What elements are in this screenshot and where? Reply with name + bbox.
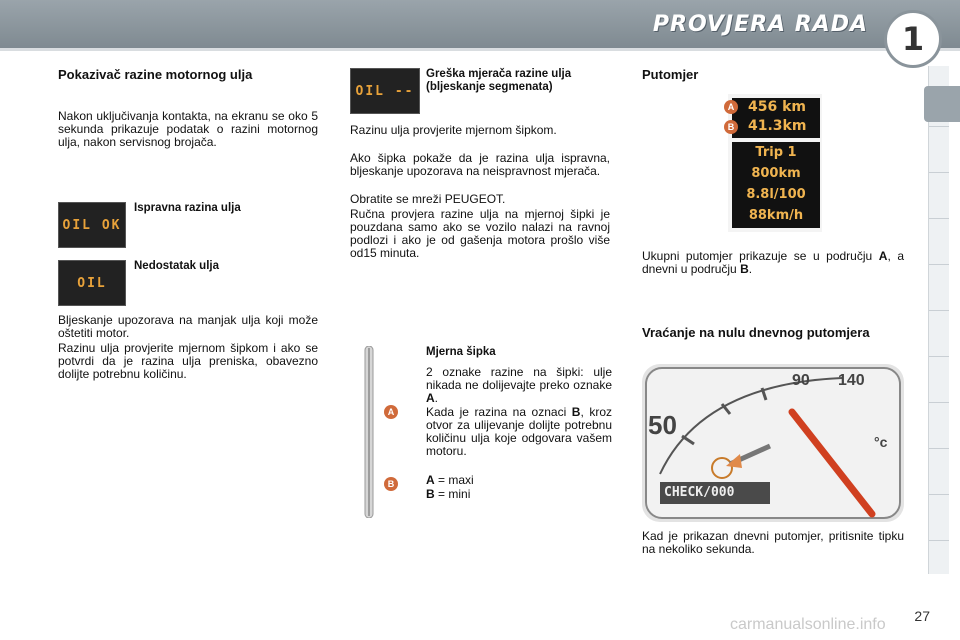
oil-low-display: OIL <box>58 260 126 306</box>
gauge-90: 90 <box>792 372 810 389</box>
reset-text: Kad je prikazan dnevni putomjer, pritisnite tipku na nekoliko sekunda. <box>642 529 904 556</box>
error-text-1: Razinu ulja provjerite mjernom šipkom. <box>350 123 557 137</box>
odo-badge-a: A <box>724 100 738 114</box>
reset-heading: Vraćanje na nulu dnevnog putomjera <box>642 325 870 340</box>
legend-a: A = maxi <box>426 473 474 487</box>
odo-trip: 41.3km <box>748 118 807 134</box>
trip-speed: 88km/h <box>748 208 804 223</box>
dipstick-illustration <box>362 346 376 518</box>
dipstick-text-1: 2 oznake razine na šipki: ulje nikada ne dolijevajte preko oznake A. <box>426 365 612 405</box>
oil-error-display: OIL -- <box>350 68 420 114</box>
error-text-3: Obratite se mreži PEUGEOT. <box>350 192 506 206</box>
trip-distance: 800km <box>751 166 801 181</box>
oil-ok-label: Ispravna razina ulja <box>134 202 241 214</box>
trip-title: Trip 1 <box>755 145 797 160</box>
active-chapter-tab[interactable] <box>924 86 960 122</box>
gauge-140: 140 <box>838 372 865 389</box>
oil-error-title: Greška mjerača razine ulja (bljeskanje segmenata) <box>426 68 572 93</box>
dipstick-text-2: Kada je razina na oznaci B, kroz otvor za ulijevanje dolijte potrebnu količinu ulja koje odgovara vašem motoru. <box>426 405 612 458</box>
error-text-4: Ručna provjera razine ulja na mjernoj šipki je pouzdana samo ako se vozilo nalazi na ravnoj podlozi i ako je od gašenja motora prošlo više od15 minuta. <box>350 207 610 260</box>
trip-fuel: 8.8l/100 <box>746 187 806 202</box>
oil-warning-text: Bljeskanje upozorava na manjak ulja koji može oštetiti motor. <box>58 313 318 340</box>
page-title: PROVJERA RADA <box>652 12 868 37</box>
gauge-50: 50 <box>648 410 677 440</box>
watermark: carmanualsonline.info <box>730 616 886 633</box>
check-button-label[interactable]: CHECK/000 <box>664 485 735 500</box>
error-text-2: Ako šipka pokaže da je razina ulja ispravna, bljeskanje upozorava na neispravnost mjerača. <box>350 151 610 178</box>
odometer-heading: Putomjer <box>642 67 699 82</box>
legend-b: B = mini <box>426 487 471 501</box>
oil-low-label: Nedostatak ulja <box>134 260 219 272</box>
oil-check-text: Razinu ulja provjerite mjernom šipkom i ako se potvrdi da je razina ulja preniska, obavezno dolijte potrebnu količinu. <box>58 341 318 381</box>
header-divider <box>0 48 960 51</box>
odo-total: 456 km <box>748 99 806 115</box>
odo-badge-b: B <box>724 120 738 134</box>
dipstick-mark-a: A <box>384 405 398 419</box>
instrument-gauge <box>642 364 904 522</box>
dipstick-title: Mjerna šipka <box>426 346 496 358</box>
odometer-text: Ukupni putomjer prikazuje se u području A, a dnevni u području B. <box>642 249 904 276</box>
chapter-tab-bar <box>928 66 949 574</box>
gauge-celsius: °c <box>874 434 888 450</box>
page-number: 27 <box>914 608 930 624</box>
oil-ok-display: OIL OK <box>58 202 126 248</box>
oil-level-heading: Pokazivač razine motornog ulja <box>58 67 253 82</box>
oil-intro-text: Nakon uključivanja kontakta, na ekranu se oko 5 sekunda prikazuje podatak o razini motornog ulja, nakon servisnog brojača. <box>58 109 318 149</box>
odometer-display <box>728 94 822 232</box>
dipstick-mark-b: B <box>384 477 398 491</box>
chapter-number: 1 <box>884 10 942 68</box>
